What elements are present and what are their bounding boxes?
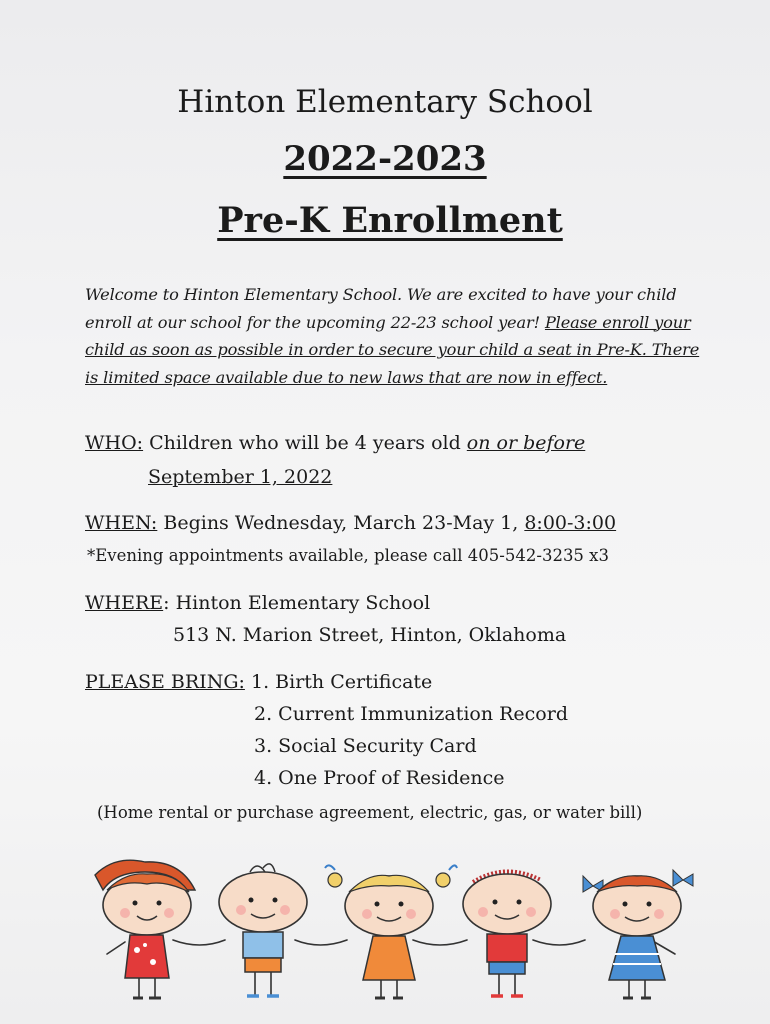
who-emphasis: on or before: [466, 432, 586, 454]
welcome-paragraph: [85, 281, 705, 391]
bring-label: PLEASE BRING:: [85, 671, 245, 693]
welcome-notice: Please enroll your child as soon as possible in order to secure your child a seat in Pre-K. There is limited space available due to new laws that are now in effect.: [85, 312, 700, 387]
bring-item-1: 1. Birth Certificate: [251, 671, 433, 693]
when-line: [85, 512, 616, 534]
bring-item-3: 3. Social Security Card: [254, 735, 477, 757]
who-line: [85, 432, 585, 454]
when-label: WHEN:: [85, 512, 158, 534]
kid-2-figure: [219, 864, 307, 996]
school-year: 2022-2023: [283, 139, 487, 179]
when-text: Begins Wednesday, March 23-May 1,: [157, 512, 525, 534]
bring-item-2: 2. Current Immunization Record: [254, 703, 568, 725]
where-line: [85, 592, 430, 614]
kid-5-figure: [583, 870, 693, 998]
school-name: Hinton Elementary School: [177, 84, 593, 120]
enrollment-heading-text: Pre-K Enrollment: [217, 200, 563, 241]
where-label: WHERE: [85, 592, 164, 614]
kid-3-figure: [325, 865, 457, 998]
children-holding-hands-illustration: [85, 850, 705, 1010]
where-address: 513 N. Marion Street, Hinton, Oklahoma: [173, 624, 567, 646]
who-text: Children who will be 4 years old: [143, 432, 467, 454]
who-date: September 1, 2022: [148, 466, 333, 488]
enrollment-heading: [0, 200, 770, 241]
bring-item-4: 4. One Proof of Residence: [254, 767, 505, 789]
kid-4-figure: [463, 871, 551, 996]
bring-note: (Home rental or purchase agreement, electric, gas, or water bill): [97, 803, 643, 822]
welcome-intro: Welcome to Hinton Elementary School. We are excited to have your child enroll at our school for the upcoming 22-23 school year!: [85, 285, 677, 332]
when-time: 8:00-3:00: [524, 512, 617, 534]
where-text: : Hinton Elementary School: [163, 592, 431, 614]
who-label: WHO:: [85, 432, 144, 454]
when-note: *Evening appointments available, please call 405-542-3235 x3: [87, 546, 609, 565]
kid-1-figure: [95, 860, 195, 998]
